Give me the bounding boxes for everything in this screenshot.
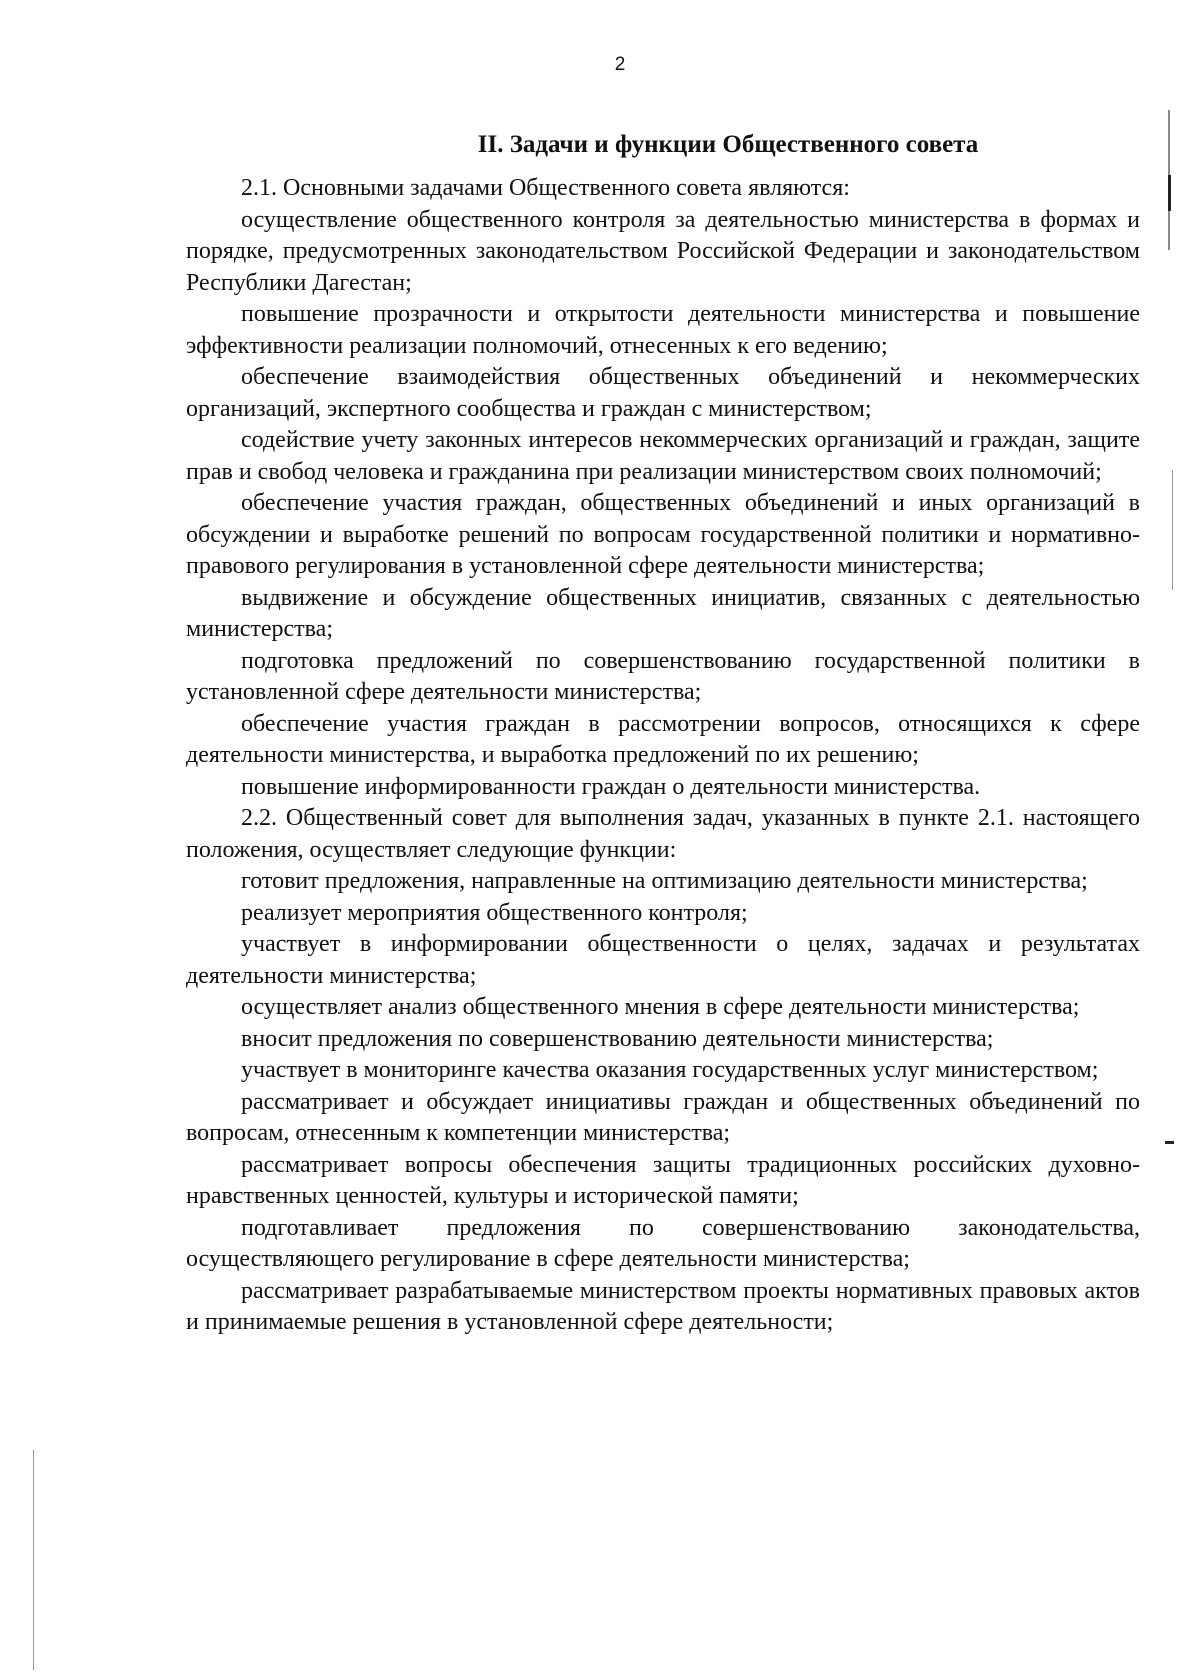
paragraph-function-citizen-initiatives: рассматривает и обсуждает инициативы граждан и общественных объединений по вопросам, отнесенным к компетенции министерства; [186,1088,1140,1146]
paragraph-task-awareness: повышение информированности граждан о деятельности министерства. [241,773,981,800]
paragraph-function-monitoring: участвует в мониторинге качества оказания государственных услуг министерством; [241,1057,1099,1083]
section-title: II. Задачи и функции Общественного совета [477,130,979,158]
paragraph-function-optimization: готовит предложения, направленные на оптимизацию деятельности министерства; [241,868,1088,894]
paragraph-function-opinion-analysis: осуществляет анализ общественного мнения в сфере деятельности министерства; [241,994,1080,1020]
paragraph-task-public-control: осуществление общественного контроля за деятельностью министерства в формах и порядке, предусмотренных законодательством Российской Федерации и законодательством Республики Дагестан; [186,206,1140,296]
paragraph-task-interaction: обеспечение взаимодействия общественных объединений и некоммерческих организаций, экспертного сообщества и граждан с министерством; [186,364,1140,422]
paragraph-2-1-intro: 2.1. Основными задачами Общественного совета являются: [241,175,850,201]
paragraph-function-informing: участвует в информировании общественности о целях, задачах и результатах деятельности министерства; [186,931,1140,989]
page-number: 2 [614,54,626,75]
paragraph-function-improvement: вносит предложения по совершенствованию деятельности министерства; [241,1025,994,1052]
document-body [186,173,1140,1339]
scan-edge-mark-right-dark [1168,175,1171,211]
paragraph-function-control-events: реализует мероприятия общественного контроля; [241,899,748,926]
paragraph-task-citizen-questions: обеспечение участия граждан в рассмотрении вопросов, относящихся к сфере деятельности министерства, и выработка предложений по их решению; [186,710,1140,768]
paragraph-function-legislation: подготавливает предложения по совершенствованию законодательства, осуществляющего регулирование в сфере деятельности министерства; [186,1214,1140,1272]
paragraph-function-draft-acts: рассматривает разрабатываемые министерством проекты нормативных правовых актов и принимаемые решения в установленной сфере деятельности; [186,1277,1140,1335]
paragraph-function-traditional-values: рассматривает вопросы обеспечения защиты традиционных российских духовно-нравственных ценностей, культуры и исторической памяти; [186,1151,1140,1209]
paragraph-task-transparency: повышение прозрачности и открытости деятельности министерства и повышение эффективности реализации полномочий, отнесенных к его ведению; [186,301,1140,359]
scan-edge-mark-left [33,1450,34,1670]
paragraph-2-2-intro: 2.2. Общественный совет для выполнения задач, указанных в пункте 2.1. настоящего положения, осуществляет следующие функции: [186,805,1140,863]
paragraph-task-legal-interests: содействие учету законных интересов некоммерческих организаций и граждан, защите прав и свобод человека и гражданина при реализации министерством своих полномочий; [186,427,1140,485]
scan-edge-mark-dash [1165,1141,1174,1144]
scan-edge-mark-right-lower [1172,470,1173,590]
paragraph-task-participation: обеспечение участия граждан, общественных объединений и иных организаций в обсуждении и выработке решений по вопросам государственной политики и нормативно-правового регулирования в установленной сфере деятельности министерства; [186,490,1140,579]
paragraph-task-proposals: подготовка предложений по совершенствованию государственной политики в установленной сфере деятельности министерства; [186,647,1140,705]
paragraph-task-initiatives: выдвижение и обсуждение общественных инициатив, связанных с деятельностью министерства; [186,584,1140,642]
